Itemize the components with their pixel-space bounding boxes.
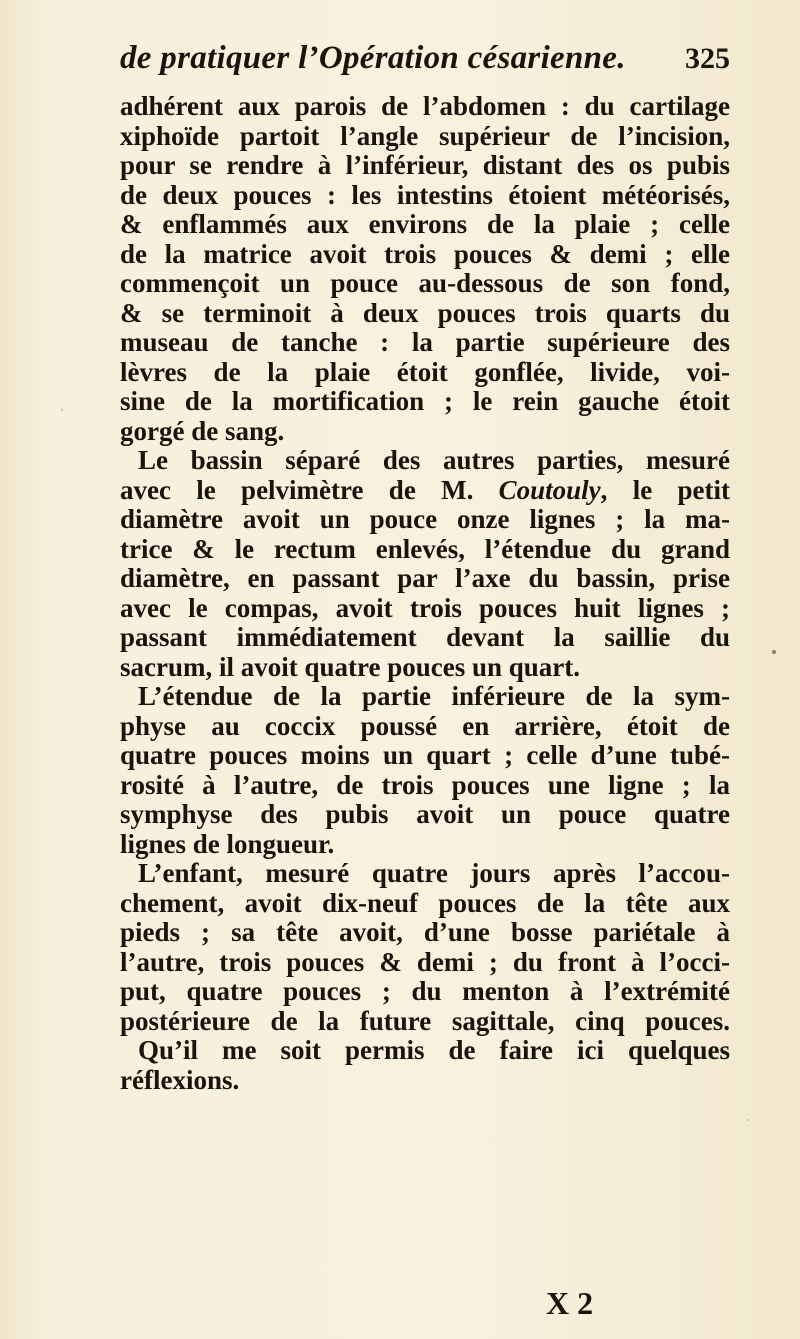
text-line: Qu’il me soit permis de faire ici quelques bbox=[138, 1035, 730, 1065]
text-line: museau de tanche : la partie supérieure des bbox=[120, 327, 730, 357]
text-line: trice & le rectum enlevés, l’étendue du grand bbox=[120, 533, 730, 564]
paper-speck bbox=[61, 409, 63, 411]
text-line: diamètre, en passant par l’axe du bassin, prise bbox=[120, 563, 730, 593]
body-text bbox=[120, 92, 730, 1095]
text-line: pieds ; sa tête avoit, d’une bosse pariétale à bbox=[120, 917, 730, 947]
page-number: 325 bbox=[685, 42, 730, 75]
text-line: sacrum, il avoit quatre pouces un quart. bbox=[120, 651, 581, 682]
text-line: passant immédiatement devant la saillie du bbox=[120, 622, 730, 652]
text-line: chement, avoit dix-neuf pouces de la tête aux bbox=[120, 887, 730, 918]
italic-name: Coutouly bbox=[498, 474, 601, 505]
text-line: & se terminoit à deux pouces trois quarts du bbox=[120, 297, 730, 328]
text-line: & enflammés aux environs de la plaie ; celle bbox=[120, 209, 730, 239]
page-header bbox=[120, 40, 730, 88]
text-line: symphyse des pubis avoit un pouce quatre bbox=[120, 799, 730, 829]
text-line: L’étendue de la partie inférieure de la sym- bbox=[138, 681, 730, 711]
text-line: Le bassin séparé des autres parties, mesuré bbox=[138, 445, 730, 475]
text-line: rosité à l’autre, de trois pouces une ligne ; la bbox=[120, 769, 730, 800]
text-line: postérieure de la future sagittale, cinq pouces. bbox=[120, 1005, 730, 1036]
text-line: adhérent aux parois de l’abdomen : du cartilage bbox=[120, 91, 730, 121]
text-line: lignes de longueur. bbox=[120, 828, 335, 859]
text-line: sine de la mortification ; le rein gauche étoit bbox=[120, 386, 730, 416]
text-line: L’enfant, mesuré quatre jours après l’accou- bbox=[138, 858, 730, 888]
text-line: commençoit un pouce au-dessous de son fond, bbox=[120, 268, 730, 298]
text-line: lèvres de la plaie étoit gonflée, livide, voi- bbox=[120, 356, 730, 387]
text-line: pour se rendre à l’inférieur, distant des os pubis bbox=[120, 150, 730, 180]
text-line: xiphoïde partoit l’angle supérieur de l’incision, bbox=[120, 120, 730, 151]
text-line: put, quatre pouces ; du menton à l’extrémité bbox=[120, 976, 730, 1006]
text-line: avec le pelvimètre de M. Coutouly, le petit bbox=[120, 474, 730, 505]
text-line: réflexions. bbox=[120, 1064, 240, 1095]
text-line: l’autre, trois pouces & demi ; du front à l’occi- bbox=[120, 946, 730, 977]
text-line: de la matrice avoit trois pouces & demi ; elle bbox=[120, 238, 730, 269]
text-line: quatre pouces moins un quart ; celle d’une tubé- bbox=[120, 740, 730, 770]
signature-mark: X 2 bbox=[546, 1285, 594, 1321]
text-line: physe au coccix poussé en arrière, étoit de bbox=[120, 710, 730, 741]
text-line: gorgé de sang. bbox=[120, 415, 285, 446]
text-line: de deux pouces : les intestins étoient météorisés, bbox=[120, 179, 730, 210]
paper-speck bbox=[772, 650, 776, 654]
running-title: de pratiquer l’Opération césarienne. bbox=[120, 40, 626, 76]
text-line: diamètre avoit un pouce onze lignes ; la ma- bbox=[120, 504, 730, 534]
paper-speck bbox=[747, 1119, 749, 1121]
text-line: avec le compas, avoit trois pouces huit lignes ; bbox=[120, 592, 730, 623]
